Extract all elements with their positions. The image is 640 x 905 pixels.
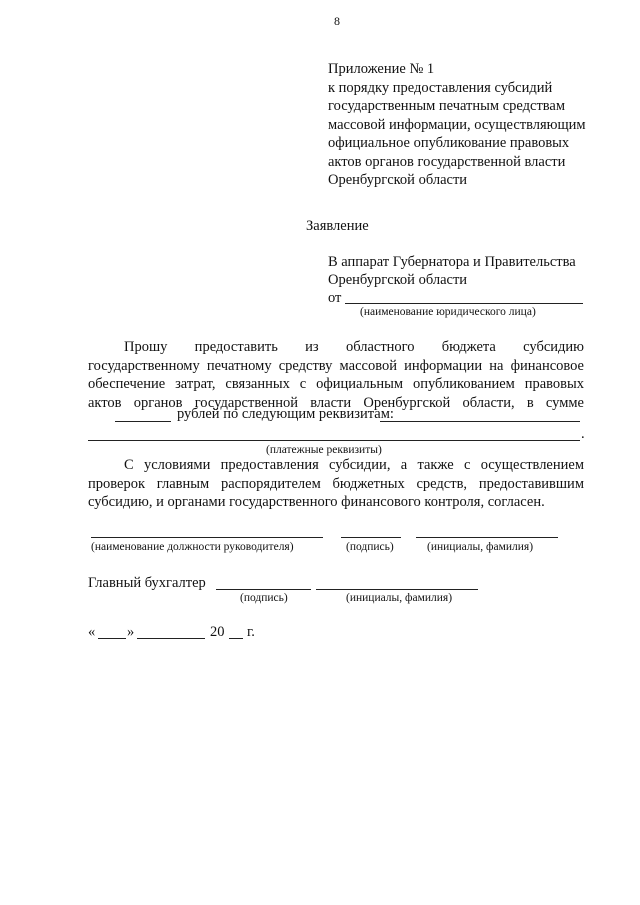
appendix-line: к порядку предоставления субсидий — [328, 79, 553, 96]
consent-line: проверок главным распорядителем бюджетных средств, предоставившим — [88, 475, 584, 492]
addressee-line: Оренбургской области — [328, 272, 468, 288]
addressee-line: В аппарат Губернатора и Правительства — [328, 254, 576, 270]
date-close-quote: » — [127, 624, 135, 640]
payment-end-dot: . — [581, 426, 585, 442]
accountant-name-field[interactable] — [316, 589, 478, 590]
request-line: Прошу предоставить из областного бюджета субсидию — [124, 339, 584, 355]
accountant-name-caption: (инициалы, фамилия) — [346, 592, 453, 604]
payment-details-field-2[interactable] — [88, 440, 580, 441]
request-line: государственному печатному средству массовой информации на финансовое — [88, 357, 584, 374]
name-field[interactable] — [416, 537, 558, 538]
appendix-line: массовой информации, осуществляющим — [328, 116, 586, 133]
name-caption: (инициалы, фамилия) — [427, 541, 534, 553]
legal-entity-field[interactable] — [345, 303, 583, 304]
legal-entity-caption: (наименование юридического лица) — [360, 306, 536, 318]
appendix-line: актов органов государственной власти — [328, 153, 566, 170]
appendix-block — [328, 60, 586, 190]
amount-field[interactable] — [115, 421, 171, 422]
consent-paragraph — [88, 456, 584, 512]
appendix-line: государственным печатным средствам — [328, 98, 566, 114]
amount-text: рублей по следующим реквизитам: — [177, 406, 394, 422]
position-caption: (наименование должности руководителя) — [91, 541, 294, 553]
signature-field[interactable] — [341, 537, 401, 538]
request-paragraph — [88, 338, 584, 412]
request-line: актов органов государственной власти Оренбургской области, в сумме — [88, 394, 584, 411]
consent-line: субсидию, и органами государственного финансового контроля, согласен. — [88, 494, 545, 510]
date-year-suffix: г. — [247, 624, 255, 640]
consent-line: С условиями предоставления субсидии, а также с осуществлением — [124, 457, 584, 473]
accountant-signature-caption: (подпись) — [240, 592, 288, 604]
payment-details-caption: (платежные реквизиты) — [266, 444, 382, 456]
appendix-line: официальное опубликование правовых — [328, 135, 570, 151]
appendix-line: Оренбургской области — [328, 172, 468, 188]
chief-accountant-label: Главный бухгалтер — [88, 575, 206, 591]
document-title: Заявление — [306, 218, 369, 234]
page-number: 8 — [334, 14, 340, 28]
accountant-signature-field[interactable] — [216, 589, 311, 590]
signature-caption: (подпись) — [346, 541, 394, 553]
date-open-quote: « — [88, 624, 96, 640]
date-year-field[interactable] — [229, 638, 243, 639]
from-label: от — [328, 290, 342, 306]
date-month-field[interactable] — [137, 638, 205, 639]
appendix-line: Приложение № 1 — [328, 61, 435, 77]
request-line: обеспечение затрат, связанных с официальным опубликованием правовых — [88, 376, 584, 392]
payment-details-field-1[interactable] — [380, 421, 580, 422]
date-year-prefix: 20 — [210, 624, 225, 640]
date-day-field[interactable] — [98, 638, 126, 639]
position-field[interactable] — [91, 537, 323, 538]
